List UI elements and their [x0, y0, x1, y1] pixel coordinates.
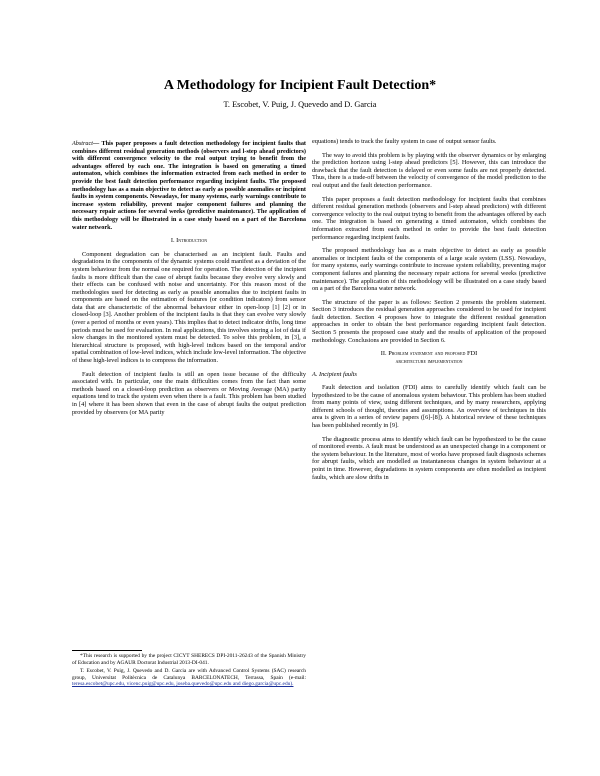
- paper-authors: T. Escobet, V. Puig, J. Quevedo and D. Garcia: [223, 100, 377, 109]
- subsection-heading-incipient-faults: A. Incipient faults: [312, 371, 357, 379]
- body-paragraph: This paper proposes a fault detection methodology for incipient faults that combines different residual generation methods (observers and l-step ahead predictors) with different convergence velocity to the real output trying to benefit from the advantages offered by each one. The integration is based on generating a timed automaton, which combines the information extracted from each method in order to provide the best fault detection performance regarding incipient faults.: [312, 195, 546, 241]
- left-column: [72, 140, 306, 422]
- section-heading-problem-statement: [312, 350, 546, 365]
- section-number: I.: [170, 237, 175, 245]
- body-paragraph: The structure of the paper is as follows: Section 2 presents the problem statement. Section 3 introduces the residual generation approaches considered to be used for incipient fault detection. Section 4 proposes how to integrate the different residual generation approaches in order to obtain the best performance regarding incipient fault detection. Section 5 presents the proposed case study and the results of application of the proposed methodology. Conclusions are provided in Section 6.: [312, 298, 546, 344]
- body-paragraph: The way to avoid this problem is by playing with the observer dynamics or by enlarging the prediction horizon using l-step ahead predictors [5]. However, this can introduce the drawback that the fault detection is delayed or even some faults are not properly detected. Thus, there is a trade-off between the velocity of convergence of the model prediction to the real output and the fault detection performance.: [312, 151, 546, 189]
- body-paragraph-continued: equations) tends to track the faulty system in case of output sensor faults.: [312, 138, 497, 145]
- section-heading-introduction: [72, 237, 306, 245]
- section-title-line-1: Problem statement and proposed FDI: [388, 350, 478, 358]
- abstract: [72, 140, 306, 231]
- footnote-affiliation-text: T. Escobet, V. Puig, J. Quevedo and D. Garcia are with Advanced Control Systems (SAC) research group, Universitat Politècnica de Catalunya BARCELONATECH, Terrassa, Spain (e-mail:: [72, 668, 306, 681]
- intro-paragraph-2: Fault detection of incipient faults is still an open issue because of the difficulty associated with. In particular, one the main difficulties comes from the fact than some methods based on a closed-loop prediction as observers or Moving Average (MA) parity equations tend to track the system even when there is a fault. This problem has been studied in [4] where it has been shown that even in the case of abrupt faults the output prediction provided by observers (or MA parity: [72, 370, 306, 416]
- footnote-affiliation: [72, 668, 306, 688]
- intro-paragraph-1: Component degradation can be characterised as an incipient fault. Faults and degradations in the components of the dynamic systems could manifest as a deviation of the system behaviour from the normal one required for operation. The detection of the incipient faults is more difficult than the case of abrupt faults because they evolve very slowly and their effects can be confused with noise and uncertainty. For this reason most of the methodologies used for detecting as early as possible anomalies due to incipient faults in components are based on the estimation of features (or condition indicators) from sensor data that are characteristic of the abnormal behaviour either in open-loop [1] [2] or in closed-loop [3]. Another problem of the incipient faults is that they can evolve very slowly (over a period of months or even years). This implies that to detect indicator drifts, long time periods must be used for evaluation. In real applications, this involves storing a lot of data if slow changes in the monitored system must be detected. To solve this problem, in [3], a hierarchical structure is proposed, with high-level indices based on the temporal and/or spatial combination of low-level indices, which include low-level information. The objective of these high-level indices is to compress the information.: [72, 250, 306, 365]
- footnote: [72, 653, 306, 690]
- body-paragraph: The proposed methodology has as a main objective to detect as early as possible anomalies or incipient faults of the components of a large scale system (LSS). Nowadays, for many systems, early warnings contribute to increase system reliability, preventing major component failures and planning the necessary repair actions for several weeks (predictive maintenance). The application of this methodology will be illustrated on a case study based on a part of the Barcelona water network.: [312, 247, 546, 293]
- section-title: Introduction: [176, 237, 208, 245]
- footnote-funding: *This research is supported by the project CICYT SHERECS DPI-2011-26243 of the Spanish Ministry of Education and by AGAUR Doctorat Industrial 2013-DI-041.: [72, 653, 306, 666]
- body-paragraph: Fault detection and isolation (FDI) aims to carefully identify which fault can be hypothesized to be the cause of anomalous system behaviour. This problem has been studied from many points of view, using different techniques, and by many researchers, applying different schools of thought, theories and assumptions. An overview of techniques in this area is given in a series of review papers ([6]-[8]). A historical review of these techniques has been published recently in [9].: [312, 384, 546, 429]
- section-title-line-2: architecture implementation: [395, 357, 463, 365]
- paper-title: A Methodology for Incipient Fault Detection*: [163, 78, 437, 93]
- section-number: II.: [380, 350, 387, 358]
- footnote-emails[interactable]: teresa.escobet@upc.edu, vicenc.puig@upc.edu, joseba.quevedo@upc.edu and diego.garcia@upc.edu).: [72, 681, 294, 687]
- right-column: [312, 138, 546, 487]
- footnote-rule: [72, 650, 142, 651]
- body-paragraph: The diagnostic process aims to identify which fault can be hypothesized to be the cause of monitored events. A fault must be understood as an unexpected change in a component or the system behaviour. In the literature, most of works have proposed fault diagnosis schemes for abrupt faults, which are modelled as instantaneous changes in system behaviour at a point in time. However, degradations in system components are often modelled as incipient faults, which are slow drifts in: [312, 435, 546, 481]
- abstract-text: — This paper proposes a fault detection methodology for incipient faults that combines different residual generation methods (observers and l-step ahead predictors) with different convergence velocity to the real output trying to benefit from the advantages offered by each one. The integration is based on generating a timed automaton, which combines the information extracted from each method in order to provide the best fault detection performance regarding incipient faults. The proposed methodology has as a main objective to detect as early as possible anomalies or incipient faults in system components. Nowadays, for many systems, early warnings contribute to increase system reliability, prevent major component failures and planning the necessary repair actions for several weeks (predictive maintenance). The application of this methodology will be illustrated in a case study based on a part of the Barcelona water network.: [72, 140, 306, 231]
- abstract-lead: Abstract: [72, 140, 93, 147]
